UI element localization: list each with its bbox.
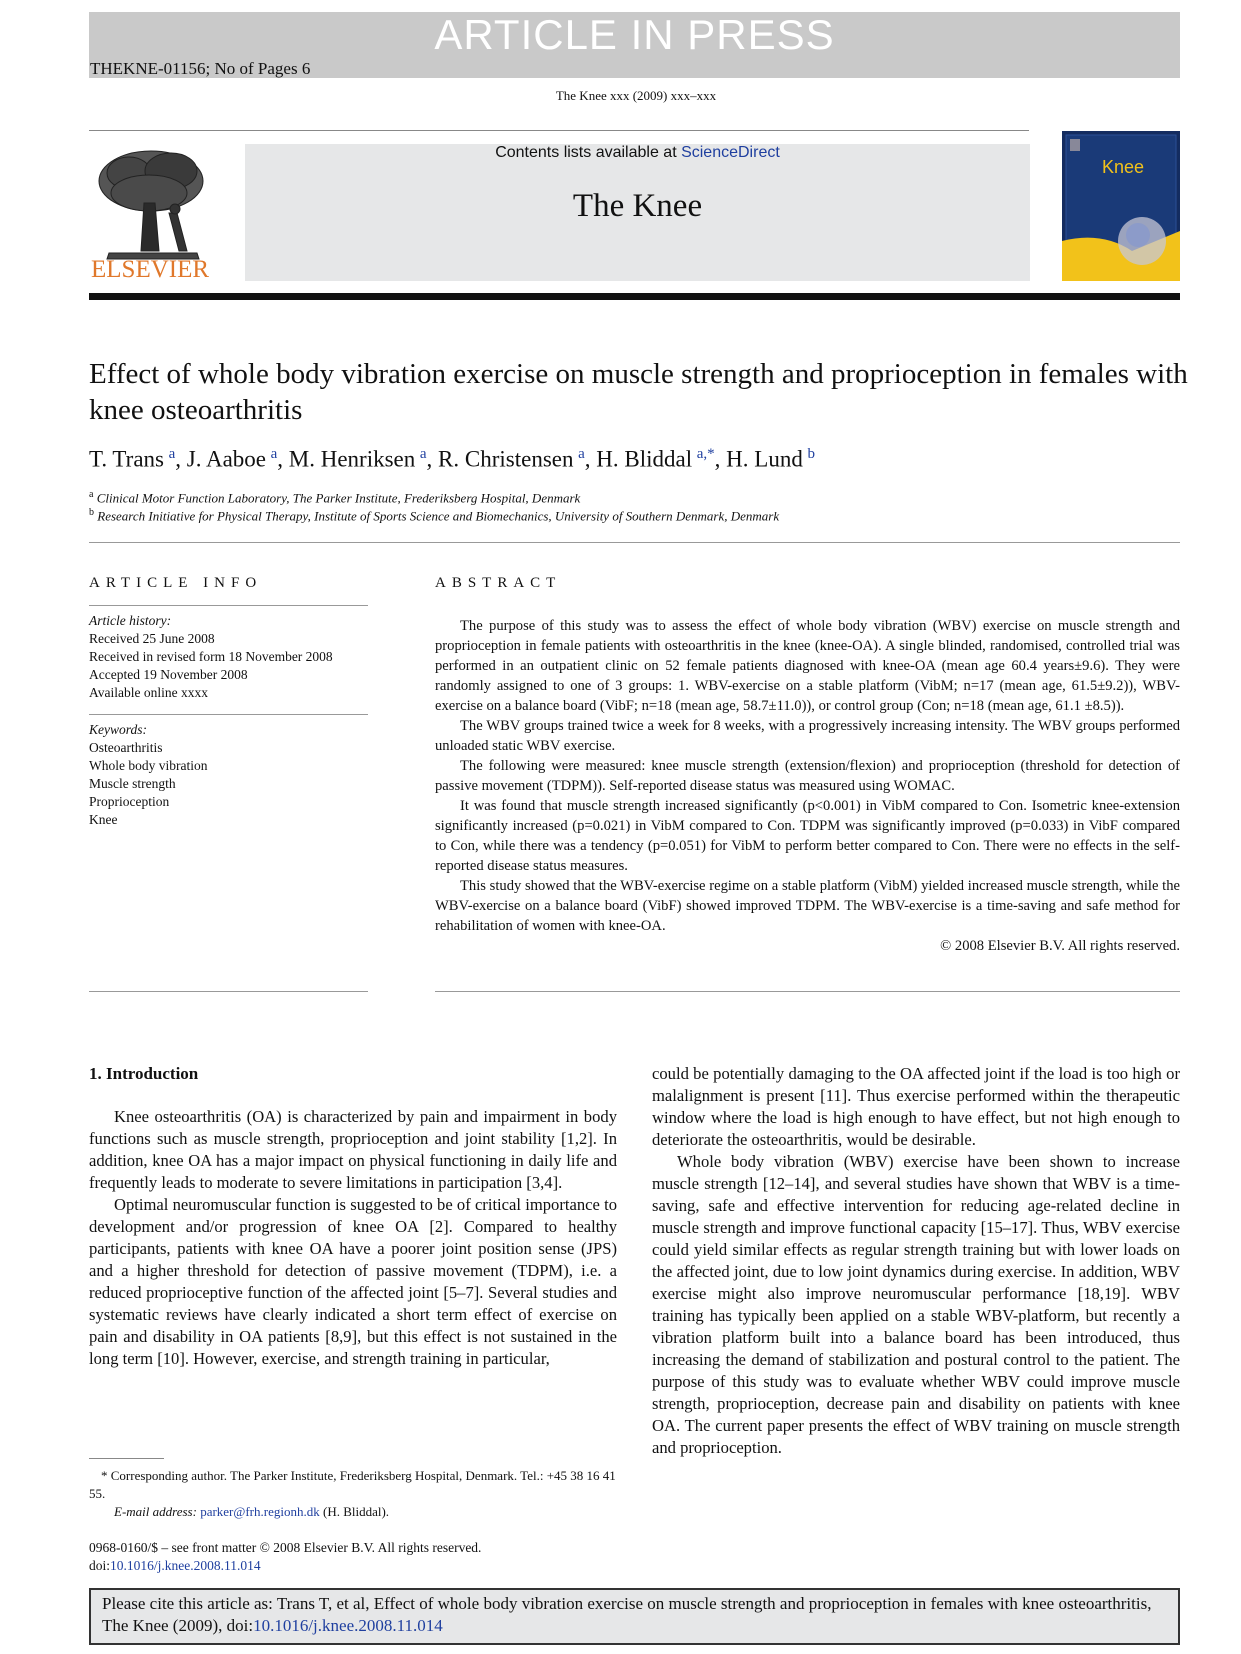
affiliation-label: a: [89, 489, 94, 500]
keywords: [89, 721, 207, 829]
title-rule: [89, 542, 1180, 543]
knee-cover-icon: [1062, 131, 1180, 281]
author-name[interactable]: T. Trans: [89, 446, 164, 472]
article-id: THEKNE-01156; No of Pages 6: [90, 59, 311, 78]
article-in-press-banner: [89, 12, 1180, 78]
email-label: E-mail address:: [114, 1504, 201, 1519]
keyword-item: Whole body vibration: [89, 758, 208, 773]
contents-line: [245, 144, 1030, 162]
article-info-rule: [89, 605, 368, 606]
header-rule: [89, 130, 1029, 131]
journal-header-box: [245, 144, 1030, 281]
cite-text: [102, 1593, 1170, 1637]
doi-label: doi:: [89, 1558, 111, 1573]
abstract-paragraph: The following were measured: knee muscle strength (extension/flexion) and proprioception (threshold for detection of passive movement (TDPM)). Self-reported disease status was measured using WOMAC.: [435, 758, 1180, 794]
body-paragraph: Whole body vibration (WBV) exercise have been shown to increase muscle strength [12–14], and several studies have shown that WBV is a time-saving, safe and effective intervention for reducing age-related decline in muscle strength and improve functional capacity [15–17]. Thus, WBV exercise could yield similar effects as regular strength training but with lower loads on the affected joint, due to low joint dynamics during exercise. In addition, WBV exercise might also improve neuromuscular performance [18,19]. WBV training has typically been applied on a stable WBV-platform, but recently a vibration platform built into a balance board has been introduced, thus increasing the demand of stabilization and postural control to the patient. The purpose of this study was to evaluate whether WBV could improve muscle strength, proprioception, decrease pain and disability on patients with knee OA. The current paper presents the effect of WBV training on muscle strength and proprioception.: [652, 1152, 1180, 1457]
author-name[interactable]: H. Bliddal: [596, 446, 693, 472]
history-item: Received 25 June 2008: [89, 631, 215, 646]
body-column-right: [652, 1063, 1180, 1459]
author-name[interactable]: M. Henriksen: [288, 446, 416, 472]
keywords-label: Keywords:: [89, 722, 147, 737]
article-history: [89, 612, 333, 702]
running-head: The Knee xxx (2009) xxx–xxx: [555, 88, 717, 103]
article-title: Effect of whole body vibration exercise on muscle strength and proprioception in females with knee osteoarthritis: [89, 358, 1188, 426]
body-paragraph: could be potentially damaging to the OA affected joint if the load is too high or malalignment is present [11]. Thus exercise performed within the therapeutic window where the load is high enough to have effect, but not high enough to deteriorate the osteoarthritis, would be desirable.: [652, 1064, 1180, 1149]
body-paragraph: Knee osteoarthritis (OA) is characterized by pain and impairment in body functions such as muscle strength, proprioception and joint stability [1,2]. In addition, knee OA has a major impact on physical functioning in daily life and frequently leads to moderate to severe limitations in participation [3,4].: [89, 1107, 617, 1192]
email-suffix: (H. Bliddal).: [319, 1504, 390, 1519]
doi-line: [89, 1557, 481, 1575]
affiliation-text: Research Initiative for Physical Therapy, Institute of Sports Science and Biomechanics, University of Southern Denmark, Denmark: [97, 508, 780, 524]
abstract-body: [435, 616, 1180, 956]
abstract-paragraph: This study showed that the WBV-exercise regime on a stable platform (VibM) yielded increased muscle strength, while the WBV-exercise on a balance board (VibF) showed improved TDPM. The WBV-exercise is a time-saving and safe method for rehabilitation of women with knee-OA.: [435, 878, 1180, 934]
keywords-rule: [89, 714, 368, 715]
svg-text:Knee: Knee: [1102, 157, 1145, 177]
affiliation-a: [89, 489, 580, 506]
author-affiliation-mark[interactable]: a: [168, 446, 176, 462]
history-item: Available online xxxx: [89, 685, 208, 700]
author-affiliation-mark[interactable]: a,*: [696, 446, 715, 462]
body-column-left: [89, 1106, 617, 1370]
body-paragraph: Optimal neuromuscular function is suggested to be of critical importance to development and/or progression of knee OA [2]. Compared to healthy participants, patients with knee OA have a poorer joint position sense (JPS) and a higher threshold for detection of passive movement (TDPM), i.e. a reduced proprioceptive function of the affected joint [5–7]. Several studies and systematic reviews have clearly indicated a short term effect of exercise on pain and disability in OA patients [8,9], but this effect is not sustained in the long term [10]. However, exercise, and strength training in particular,: [89, 1195, 617, 1368]
journal-cover-image: [1062, 131, 1180, 281]
abstract-paragraph: It was found that muscle strength increased significantly (p<0.001) in VibM compared to Con. Isometric knee-extension significantly increased (p=0.021) in VibM compared to Con. TDPM was significantly improved (p=0.033) in VibF compared to Con, while there was a tendency (p=0.051) for VibM to perform better compared to Con. There were no effects in the self-reported disease status measures.: [435, 798, 1180, 874]
author-affiliation-mark[interactable]: a: [578, 446, 585, 462]
history-item: Accepted 19 November 2008: [89, 667, 248, 682]
author-affiliation-mark[interactable]: a: [270, 446, 278, 462]
author-name[interactable]: H. Lund: [726, 446, 803, 472]
affiliation-label: b: [89, 507, 94, 518]
article-info-heading: ARTICLE INFO: [89, 575, 263, 591]
cite-box: [89, 1588, 1180, 1645]
footnote-rule: [89, 1458, 164, 1459]
svg-text:ELSEVIER: ELSEVIER: [91, 256, 210, 283]
elsevier-logo: [89, 143, 217, 283]
keyword-item: Osteoarthritis: [89, 740, 163, 755]
sciencedirect-link[interactable]: ScienceDirect: [681, 144, 780, 161]
abstract-heading: ABSTRACT: [435, 575, 562, 591]
affiliation-b: [89, 507, 779, 524]
elsevier-tree-icon: [89, 143, 217, 283]
contents-prefix: Contents lists available at: [495, 144, 682, 161]
history-item: Received in revised form 18 November 2008: [89, 649, 333, 664]
abstract-bottom-rule: [435, 991, 1180, 992]
article-in-press-title: ARTICLE IN PRESS: [434, 11, 835, 58]
cite-body: Please cite this article as: Trans T, et al, Effect of whole body vibration exercise on muscle strength and proprioception in females with knee osteoarthritis, The Knee (2009), doi:: [102, 1594, 1152, 1635]
front-matter: [89, 1539, 481, 1575]
author-affiliation-mark[interactable]: a: [419, 446, 427, 462]
abstract-paragraph: The WBV groups trained twice a week for 8 weeks, with a progressively increasing intensity. The WBV groups performed unloaded static WBV exercise.: [435, 718, 1180, 754]
keyword-item: Muscle strength: [89, 776, 176, 791]
cite-doi-link[interactable]: 10.1016/j.knee.2008.11.014: [253, 1616, 443, 1635]
affiliation-text: Clinical Motor Function Laboratory, The Parker Institute, Frederiksberg Hospital, Denmark: [96, 490, 581, 506]
section-heading: 1. Introduction: [89, 1064, 199, 1083]
footnote: [89, 1467, 617, 1521]
issn-line: 0968-0160/$ – see front matter © 2008 Elsevier B.V. All rights reserved.: [89, 1540, 482, 1555]
author-list: T. Trans $^a$, J. Aaboe $^a$, M. Henriksen $^a$, R. Christensen $^a$, H. Bliddal $^{a,*}$, H. Lund $^b$: [89, 446, 815, 472]
header-thick-rule: [89, 293, 1180, 300]
corresponding-author-note: * Corresponding author. The Parker Institute, Frederiksberg Hospital, Denmark. Tel.: +45 38 16 41 55.: [89, 1468, 616, 1501]
keyword-item: Knee: [89, 812, 118, 827]
abstract-paragraph: The purpose of this study was to assess the effect of whole body vibration (WBV) exercise on muscle strength and proprioception in female patients with osteoarthritis in the knee (knee-OA). A single blinded, randomised, controlled trial was performed in an outpatient clinic on 52 female patients diagnosed with knee-OA (mean age 60.4 years±9.6). They were randomly assigned to one of 3 groups: 1. WBV-exercise on a stable platform (VibM; n=17 (mean age, 61.5±9.2)), WBV-exercise on a balance board (VibF; n=18 (mean age, 58.7±11.0)), or control group (Con; n=18 (mean age, 61.1 ±8.5)).: [435, 618, 1180, 714]
abstract-copyright: © 2008 Elsevier B.V. All rights reserved.: [940, 938, 1180, 954]
author-name[interactable]: R. Christensen: [438, 446, 574, 472]
history-label: Article history:: [89, 613, 172, 628]
email-line: [89, 1503, 617, 1521]
email-link[interactable]: parker@frh.regionh.dk: [200, 1504, 320, 1519]
author-affiliation-mark[interactable]: b: [807, 446, 815, 462]
doi-link[interactable]: 10.1016/j.knee.2008.11.014: [110, 1558, 261, 1573]
article-info-bottom-rule: [89, 991, 368, 992]
keyword-item: Proprioception: [89, 794, 170, 809]
author-name[interactable]: J. Aaboe: [186, 446, 266, 472]
journal-name: The Knee: [572, 188, 703, 224]
